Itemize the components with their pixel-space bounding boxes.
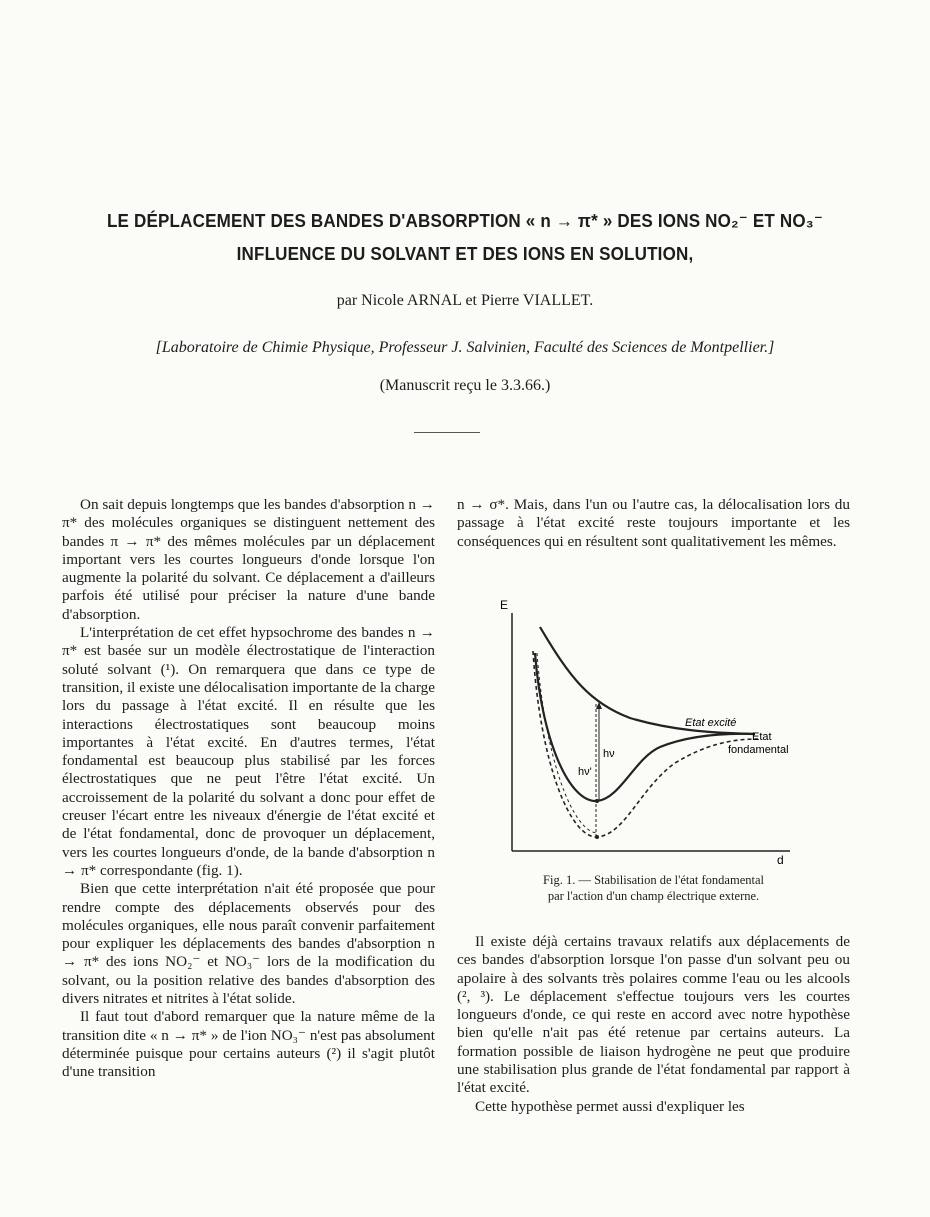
title-line-1: LE DÉPLACEMENT DES BANDES D'ABSORPTION « n → π* » DES IONS NO₂⁻ ET NO₃⁻: [106, 210, 824, 231]
title-line-2: INFLUENCE DU SOLVANT ET DES IONS EN SOLUTION,: [236, 243, 694, 264]
x-axis-label: d: [777, 853, 784, 867]
ground-minimum-point: [595, 799, 599, 803]
stabilized-minimum-point: [595, 835, 599, 839]
stabilized-ground-state-curve: [533, 651, 758, 837]
caption-line-1: Fig. 1. — Stabilisation de l'état fondamental: [543, 873, 764, 887]
ground-state-label-text-2: fondamental: [728, 744, 789, 756]
authors: par Nicole ARNAL et Pierre VIALLET.: [336, 292, 594, 309]
caption-line-2: par l'action d'un champ électrique externe.: [547, 889, 760, 903]
figure-caption: [457, 872, 850, 904]
paragraph: Il existe déjà certains travaux relatifs aux déplacements de ces bandes d'absorption lorsque l'on passe d'un solvant peu ou apolaire à des solvants très polaires comme l'eau ou les alcools (², ³). Le déplacement s'effectue toujours vers les courtes longueurs d'onde, ce qui reste en accord avec notre hypothèse bien qu'elle n'ait pas été retenue par certains auteurs. La formation possible de liaison hydrogène ne peut que produire une stabilisation plus grande de l'état fondamental par rapport à l'état excité.: [457, 933, 850, 1097]
laboratory-affiliation: [Laboratoire de Chimie Physique, Professeur J. Salvinien, Faculté des Sciences de Montpellier.]: [155, 339, 775, 356]
ground-state-label-text: Etat: [752, 731, 772, 743]
paragraph: Il faut tout d'abord remarquer que la nature même de la transition dite « n → π* » de l'ion NO₃⁻ n'est pas absolument déterminée puisque pour certains auteurs (²) il s'agit plutôt d'une transition: [62, 1008, 435, 1081]
title-separator: [414, 432, 480, 433]
right-column-top: [457, 496, 850, 551]
manuscript-received: (Manuscrit reçu le 3.3.66.): [379, 377, 551, 394]
paragraph: Bien que cette interprétation n'ait été proposée que pour rendre compte des déplacements observés pour des molécules organiques, elle nous paraît convenir parfaitement pour expliquer les déplacements des bandes d'absorption n → π* des ions NO₂⁻ et NO₃⁻ lors de la modification du solvant, ou la position relative des bandes d'absorption des divers nitrates et nitrites à l'état solide.: [62, 880, 435, 1008]
hv-label: hν: [603, 748, 615, 760]
figure-1: [490, 593, 820, 868]
y-axis-label: E: [500, 598, 509, 612]
paragraph: Cette hypothèse permet aussi d'expliquer les: [475, 1097, 745, 1115]
right-column-bottom: [457, 933, 850, 1116]
paragraph: L'interprétation de cet effet hypsochrome des bandes n → π* est basée sur un modèle électrostatique de l'interaction soluté solvant (¹). On remarquera que dans ce type de transition, il existe une délocalisation importante de la charge lors du passage à l'état excité. Il en résulte que les interactions électrostatiques sont beaucoup moins importantes à l'état excité. En d'autres termes, l'état fondamental est beaucoup plus stabilisé par les forces électrostatiques que ne peut l'être l'état excité. Un accroissement de la polarité du solvant a donc pour effet de creuser l'écart entre les niveaux d'énergie de l'état excité et de l'état fondamental, donc de provoquer un déplacement, vers les courtes longueurs d'onde, de la bande d'absorption n → π* correspondante (fig. 1).: [62, 624, 435, 879]
excited-state-label: Etat excité: [685, 717, 737, 729]
energy-diagram: [490, 593, 820, 868]
hv-prime-label: hν': [578, 766, 592, 778]
paragraph: n → σ*. Mais, dans l'un ou l'autre cas, la délocalisation lors du passage à l'état excité reste toujours importante et les conséquences qui en résultent sont qualitativement les mêmes.: [457, 496, 850, 550]
left-column: [62, 496, 435, 1082]
paragraph: On sait depuis longtemps que les bandes d'absorption n → π* des molécules organiques se distinguent nettement des bandes π → π* des mêmes molécules par un déplacement important vers les courtes longueurs d'onde lorsque l'on augmente la polarité du solvant. Ce déplacement a d'ailleurs parfois été utilisé pour préciser la nature d'une bande d'absorption.: [62, 496, 435, 623]
